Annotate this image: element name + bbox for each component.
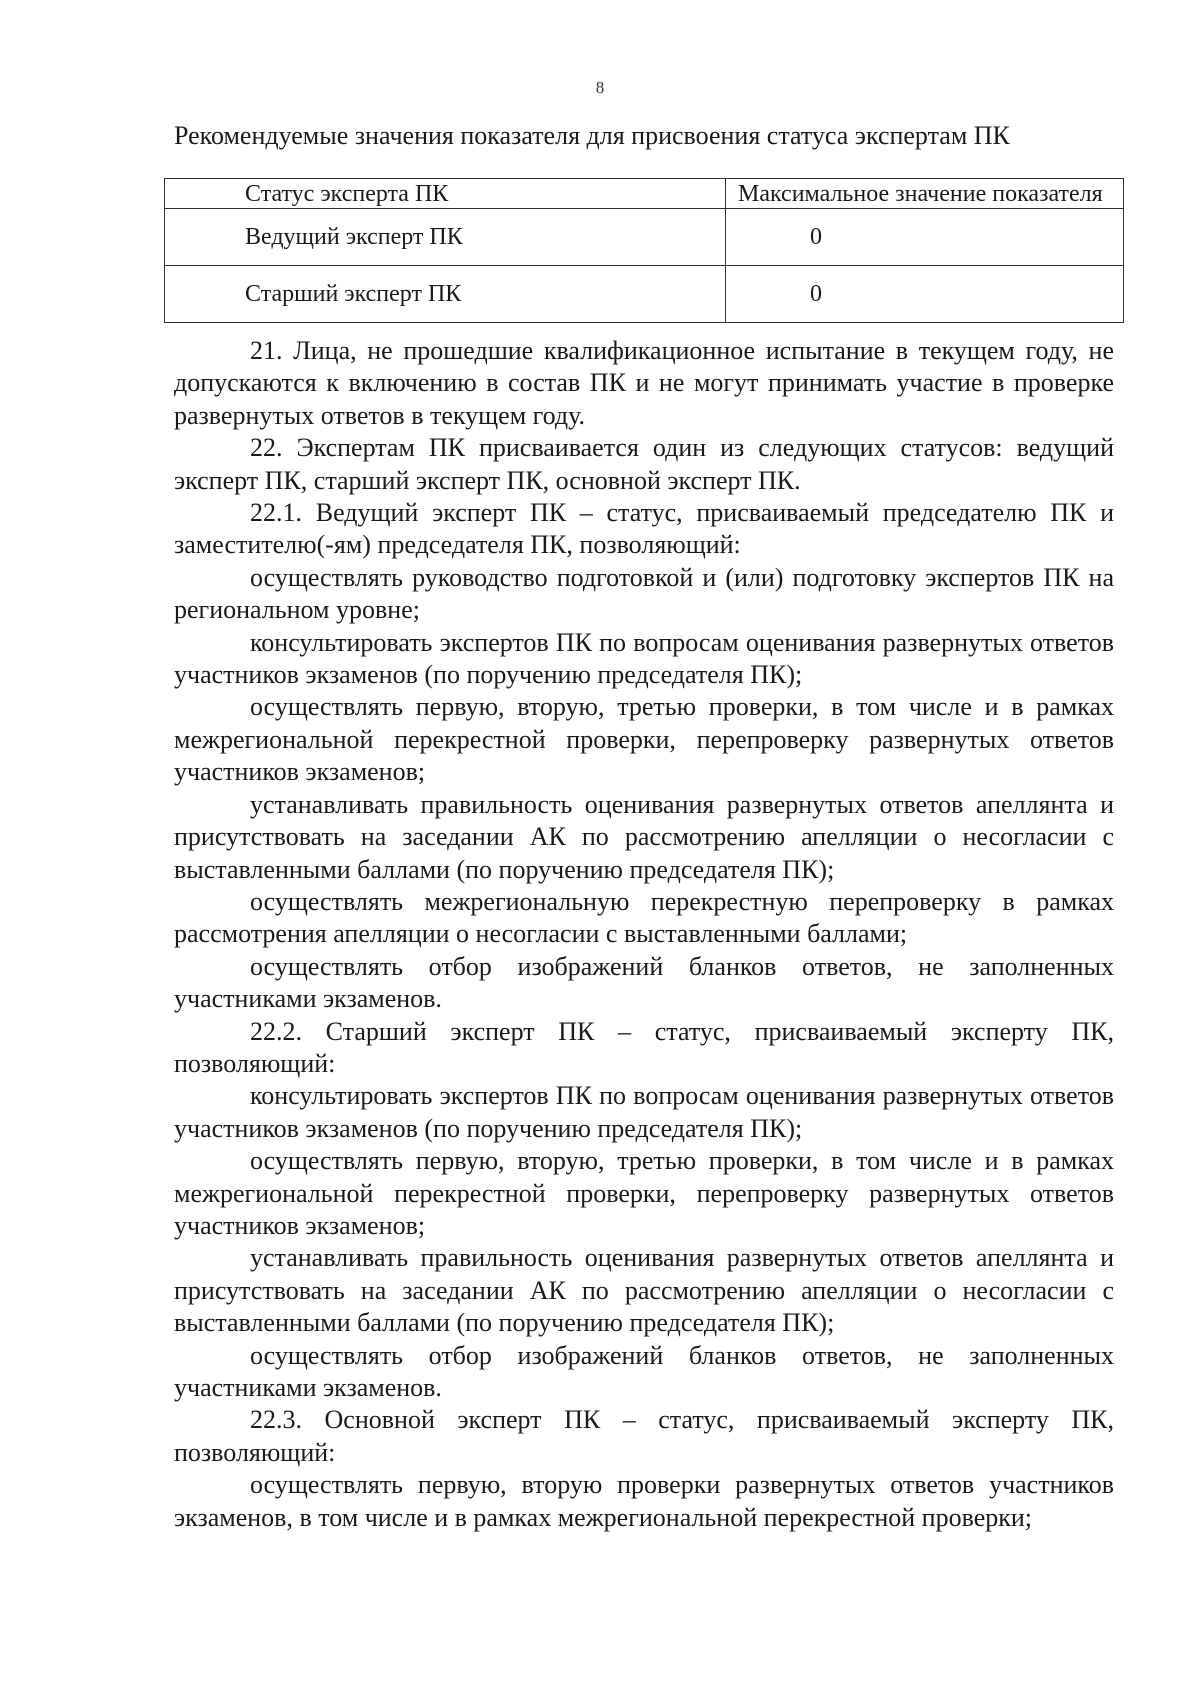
row-value-cell: 0 — [726, 266, 1124, 323]
table-row — [165, 266, 1124, 323]
table-caption: Рекомендуемые значения показателя для присвоения статуса экспертам ПК — [174, 121, 1010, 150]
list-item: устанавливать правильность оценивания развернутых ответов апеллянта и присутствовать на заседании АК по рассмотрению апелляции о несогласии с выставленными баллами (по поручению председателя ПК); — [174, 1243, 1114, 1338]
paragraph-22: 22. Экспертам ПК присваивается один из следующих статусов: ведущий эксперт ПК, старший эксперт ПК, основной эксперт ПК. — [174, 433, 1114, 495]
list-item: устанавливать правильность оценивания развернутых ответов апеллянта и присутствовать на заседании АК по рассмотрению апелляции о несогласии с выставленными баллами (по поручению председателя ПК); — [174, 789, 1114, 884]
table-header-row — [165, 179, 1124, 209]
paragraph-21: 21. Лица, не прошедшие квалификационное испытание в текущем году, не допускаются к включению в состав ПК и не могут принимать участие в проверке развернутых ответов в текущем году. — [174, 336, 1114, 430]
page-number: 8 — [595, 78, 605, 97]
list-item: осуществлять первую, вторую, третью проверки, в том числе и в рамках межрегиональной перекрестной проверки, перепроверку развернутых ответов участников экзаменов; — [174, 692, 1114, 787]
list-item: осуществлять отбор изображений бланков ответов, не заполненных участниками экзаменов. — [174, 951, 1114, 1014]
paragraph-22-1: 22.1. Ведущий эксперт ПК – статус, присваиваемый председателю ПК и заместителю(-ям) председателя ПК, позволяющий: — [174, 498, 1114, 560]
document-body — [174, 335, 1114, 1534]
list-item: осуществлять первую, вторую проверки развернутых ответов участников экзаменов, в том числе и в рамках межрегиональной перекрестной проверки; — [174, 1470, 1114, 1532]
table-row — [165, 209, 1124, 266]
header-max-value: Максимальное значение показателя — [726, 179, 1124, 209]
row-status-cell: Старший эксперт ПК — [165, 266, 726, 323]
header-expert-status: Статус эксперта ПК — [165, 179, 726, 209]
row-status-cell: Ведущий эксперт ПК — [165, 209, 726, 266]
row-value-cell: 0 — [726, 209, 1124, 266]
list-item: консультировать экспертов ПК по вопросам оценивания развернутых ответов участников экзаменов (по поручению председателя ПК); — [174, 1081, 1114, 1143]
list-item: осуществлять первую, вторую, третью проверки, в том числе и в рамках межрегиональной перекрестной проверки, перепроверку развернутых ответов участников экзаменов; — [174, 1146, 1114, 1240]
paragraph-22-3: 22.3. Основной эксперт ПК – статус, присваиваемый эксперту ПК, позволяющий: — [174, 1405, 1114, 1467]
list-item: консультировать экспертов ПК по вопросам оценивания развернутых ответов участников экзаменов (по поручению председателя ПК); — [174, 627, 1114, 690]
status-table — [164, 178, 1124, 323]
list-item: осуществлять руководство подготовкой и (или) подготовку экспертов ПК на региональном уровне; — [174, 562, 1114, 625]
list-item: осуществлять отбор изображений бланков ответов, не заполненных участниками экзаменов. — [174, 1340, 1114, 1402]
paragraph-22-2: 22.2. Старший эксперт ПК – статус, присваиваемый эксперту ПК, позволяющий: — [174, 1016, 1114, 1078]
list-item: осуществлять межрегиональную перекрестную перепроверку в рамках рассмотрения апелляции о несогласии с выставленными баллами; — [174, 886, 1114, 949]
